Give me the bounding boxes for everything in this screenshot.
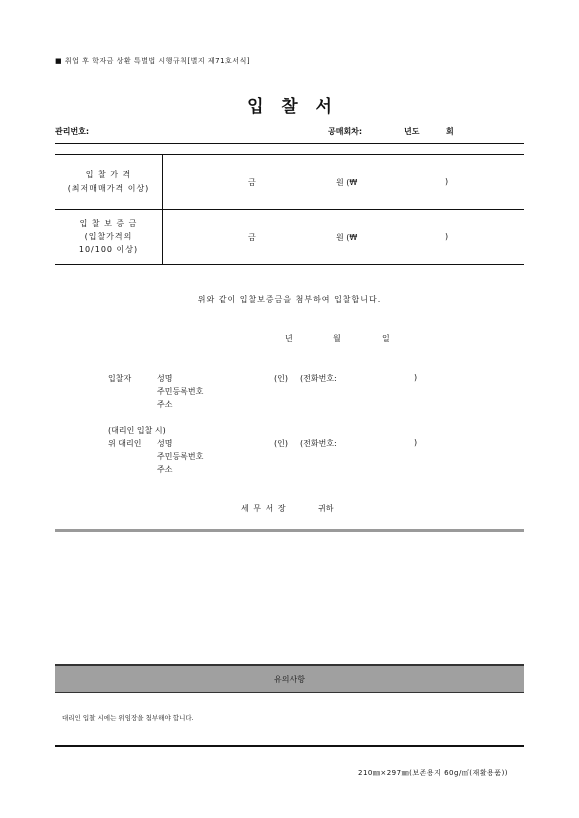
management-number-label: 관리번호: xyxy=(55,127,90,136)
table-top-border xyxy=(55,154,524,155)
deposit-won: 원 (₩ xyxy=(336,233,358,242)
tax-office-head: 세 무 서 장 xyxy=(241,504,287,513)
bidder-role: 입찰자 xyxy=(108,374,132,383)
agent-note: (대리인 입찰 시) xyxy=(108,426,166,435)
agent-role: 위 대리인 xyxy=(108,439,142,448)
auction-round-label: 공매회차: xyxy=(328,127,363,136)
meta-divider xyxy=(55,143,524,144)
date-month: 월 xyxy=(333,334,341,343)
year-label: 년도 xyxy=(404,127,420,136)
bidder-rrn-label: 주민등록번호 xyxy=(157,387,204,396)
bid-price-won: 원 (₩ xyxy=(336,178,358,187)
bid-price-sublabel: (최저매매가격 이상) xyxy=(67,184,150,193)
bidder-seal: (인) xyxy=(274,374,288,383)
notice-text: 대리인 입찰 시에는 위임장을 첨부해야 합니다. xyxy=(62,714,194,722)
deposit-sublabel-2: 10/100 이상) xyxy=(78,245,139,254)
section-divider xyxy=(55,529,524,532)
bidder-name-label: 성명 xyxy=(157,374,173,383)
date-day: 일 xyxy=(382,334,390,343)
deposit-sublabel-1: (입찰가격의 xyxy=(84,232,133,241)
agent-rrn-label: 주민등록번호 xyxy=(157,452,204,461)
table-column-divider xyxy=(162,154,163,265)
agent-seal: (인) xyxy=(274,439,288,448)
form-reference: ■ 취업 후 학자금 상환 특별법 시행규칙[별지 제71호서식] xyxy=(55,57,251,65)
agent-name-label: 성명 xyxy=(157,439,173,448)
deposit-label: 입 찰 보 증 금 xyxy=(79,219,138,228)
table-bottom-border xyxy=(55,264,524,265)
deposit-amount-prefix: 금 xyxy=(248,233,256,242)
deposit-close: ) xyxy=(445,232,449,241)
agent-phone-close: ) xyxy=(414,438,418,447)
bid-price-close: ) xyxy=(445,177,449,186)
notice-header-bar xyxy=(55,664,524,693)
date-year: 년 xyxy=(285,334,293,343)
bid-price-label: 입 찰 가 격 xyxy=(85,170,132,179)
paper-spec: 210㎜×297㎜(보존용지 60g/㎡(재활용품)) xyxy=(358,769,509,777)
round-label: 회 xyxy=(446,127,454,136)
addressee-honorific: 귀하 xyxy=(318,504,334,513)
table-row-divider xyxy=(55,209,524,210)
agent-phone-label: (전화번호: xyxy=(300,439,337,448)
agent-address-label: 주소 xyxy=(157,465,173,474)
notice-bottom-border xyxy=(55,745,524,747)
bid-statement: 위와 같이 입찰보증금을 첨부하여 입찰합니다. xyxy=(197,295,382,304)
bidder-address-label: 주소 xyxy=(157,400,173,409)
notice-heading: 유의사항 xyxy=(274,675,305,684)
bidder-phone-label: (전화번호: xyxy=(300,374,337,383)
bidder-phone-close: ) xyxy=(414,373,418,382)
page-title: 입 찰 서 xyxy=(247,97,332,117)
bid-price-amount-prefix: 금 xyxy=(248,178,256,187)
